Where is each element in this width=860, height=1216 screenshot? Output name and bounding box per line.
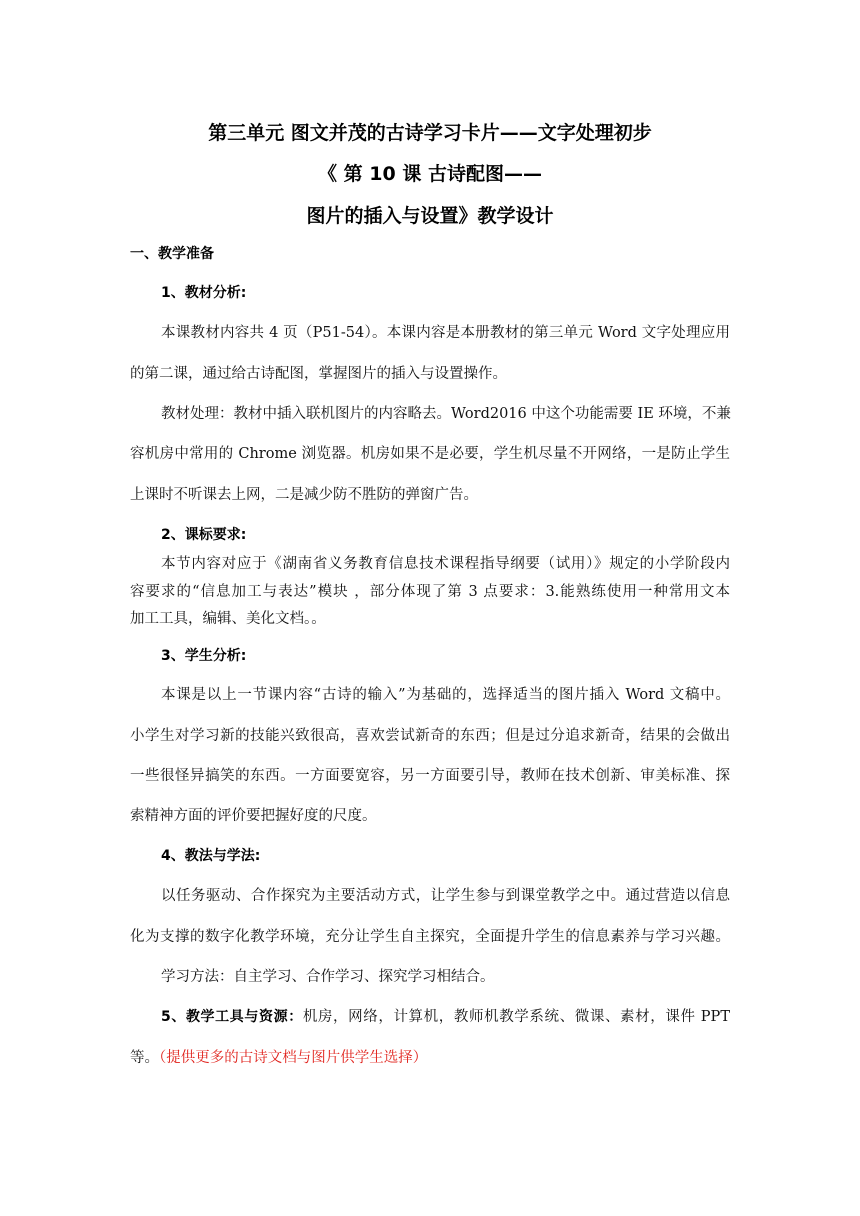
paragraph-line: 本课是以上一节课内容“古诗的输入”为基础的，选择适当的图片插入 Word 文稿中。 <box>161 687 730 703</box>
doc-title-line1: 第三单元 图文并茂的古诗学习卡片——文字处理初步 <box>208 122 652 144</box>
section-heading-preparation: 一、教学准备 <box>130 246 214 262</box>
paragraph-line: 加工工具，编辑、美化文档。。 <box>130 611 326 627</box>
paragraph-line: 本课教材内容共 4 页（P51-54）。本课内容是本册教材的第三单元 Word 文字处理应用 <box>161 325 730 341</box>
paragraph-line: 一些很怪异搞笑的东西。一方面要宽容，另一方面要引导，教师在技术创新、审美标准、探 <box>130 768 730 784</box>
paragraph-line: 以任务驱动、合作探究为主要活动方式，让学生参与到课堂教学之中。通过营造以信息 <box>161 888 730 904</box>
paragraph-line: 容要求的“信息加工与表达”模块 ，部分体现了第 3 点要求：3.能熟练使用一种常用文本 <box>130 584 730 600</box>
paragraph-line: 化为支撑的数字化教学环境，充分让学生自主探究，全面提升学生的信息素养与学习兴趣。 <box>130 929 730 945</box>
paragraph-line: 索精神方面的评价要把握好度的尺度。 <box>130 808 377 824</box>
paragraph-line: 容机房中常用的 Chrome 浏览器。机房如果不是必要，学生机尽量不开网络，一是防止学生 <box>130 446 730 462</box>
teaching-tools-text-end: 等。 <box>130 1050 159 1066</box>
paragraph-line: 本节内容对应于《湖南省义务教育信息技术课程指导纲要（试用）》规定的小学阶段内 <box>161 556 730 572</box>
subheading-teaching-methods: 4、教法与学法: <box>161 848 261 864</box>
teaching-tools-text: 机房，网络，计算机，教师机教学系统、微课、素材，课件 PPT <box>302 1009 730 1025</box>
subheading-curriculum-requirements: 2、课标要求: <box>161 527 247 543</box>
teaching-tools-line1 <box>161 1007 730 1027</box>
paragraph-line: 的第二课，通过给古诗配图，掌握图片的插入与设置操作。 <box>130 366 507 382</box>
doc-title-line2: 《 第 10 课 古诗配图—— <box>318 163 542 185</box>
paragraph-line: 上课时不听课去上网，二是减少防不胜防的弹窗广告。 <box>130 487 478 503</box>
paragraph-line: 学习方法：自主学习、合作学习、探究学习相结合。 <box>161 969 495 985</box>
paragraph-line: 教材处理：教材中插入联机图片的内容略去。Word2016 中这个功能需要 IE 环境，不兼 <box>161 406 731 422</box>
subheading-textbook-analysis: 1、教材分析: <box>161 285 247 301</box>
paragraph-line: 小学生对学习新的技能兴致很高，喜欢尝试新奇的东西；但是过分追求新奇，结果的会做出 <box>130 728 730 744</box>
subheading-teaching-tools: 5、教学工具与资源： <box>161 1009 303 1025</box>
teaching-tools-line2 <box>130 1048 427 1068</box>
subheading-student-analysis: 3、学生分析: <box>161 648 247 664</box>
doc-title-line3: 图片的插入与设置》教学设计 <box>306 205 554 227</box>
highlight-note-red: （提供更多的古诗文档与图片供学生选择） <box>159 1050 428 1066</box>
